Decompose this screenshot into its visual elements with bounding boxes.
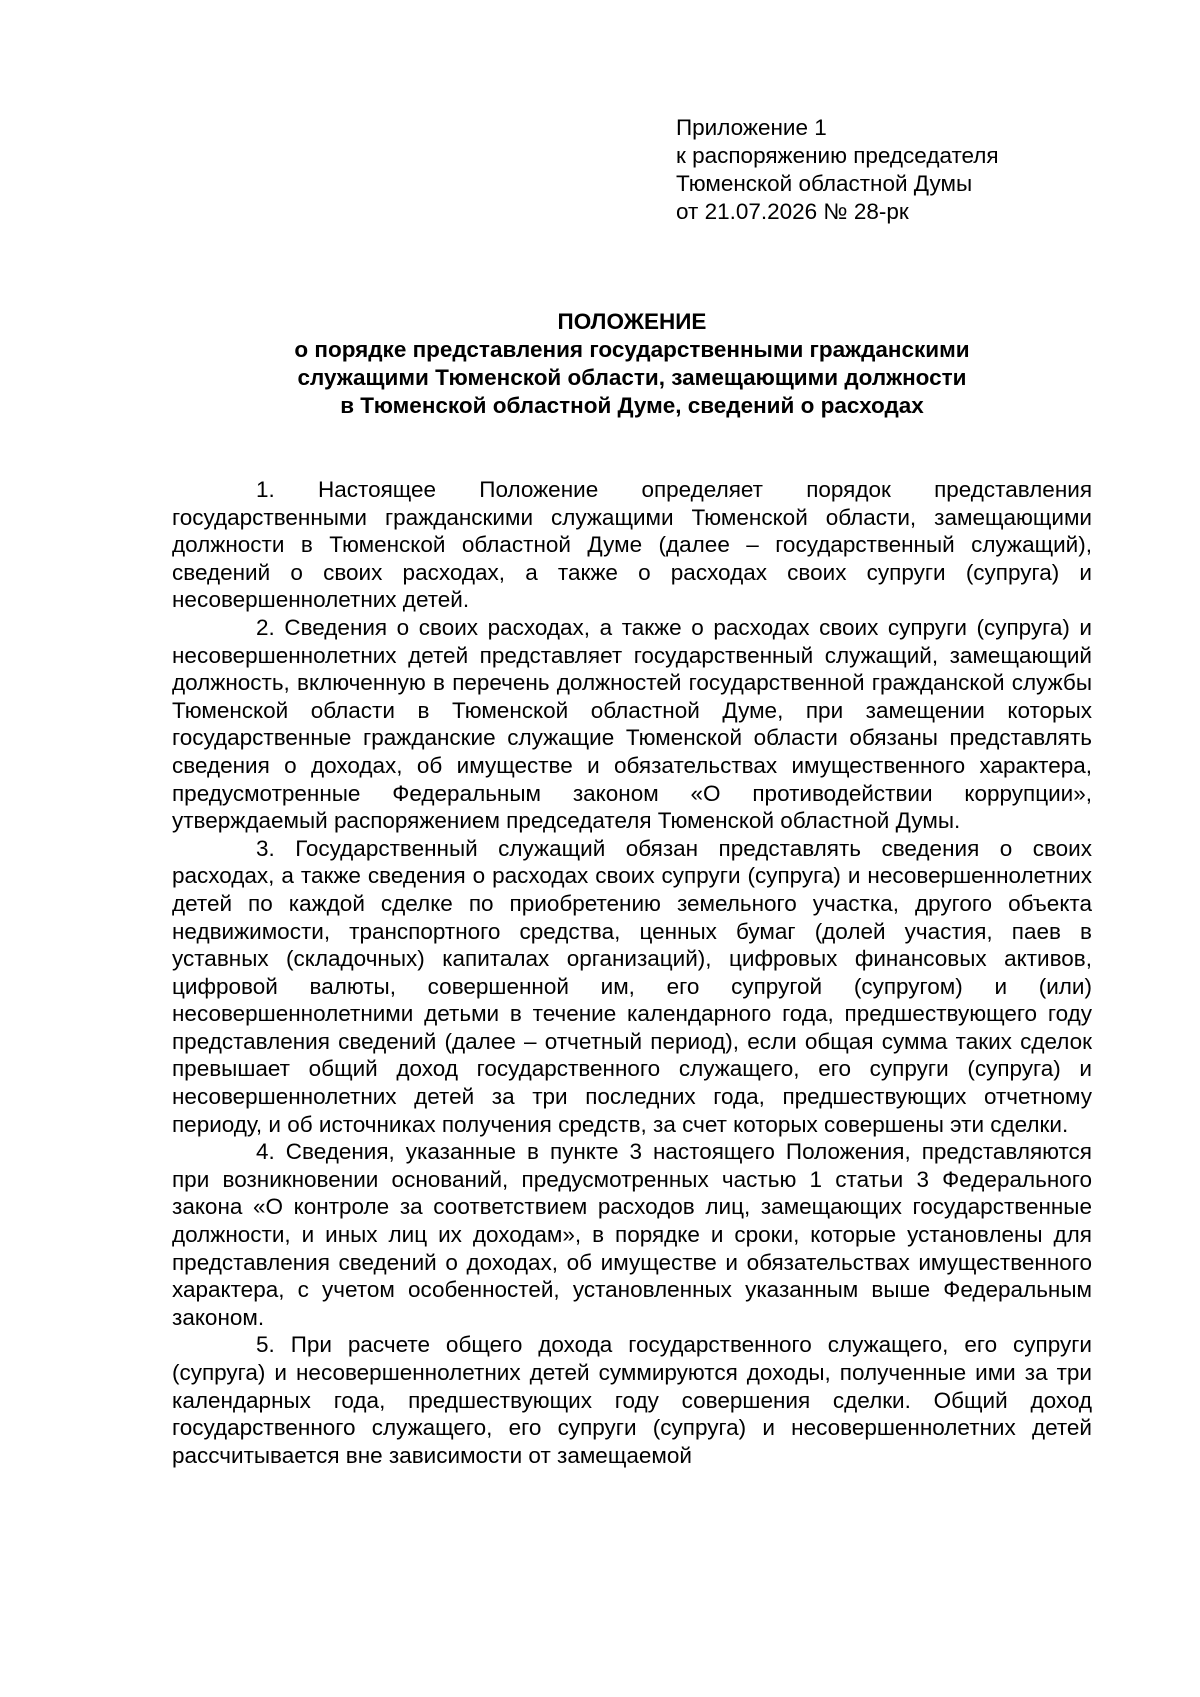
title-heading: ПОЛОЖЕНИЕ <box>557 309 707 334</box>
paragraph-2: 2. Сведения о своих расходах, а также о расходах своих супруги (супруга) и несовершеннолетних детей представляет государственный служащий, замещающий должность, включенную в перечень должностей государственной гражданской службы Тюменской области в Тюменской областной Думе, при замещении которых государственные гражданские служащие Тюменской области обязаны представлять сведения о доходах, об имуществе и обязательствах имущественного характера, предусмотренные Федеральным законом «О противодействии коррупции», утверждаемый распоряжением председателя Тюменской областной Думы. <box>172 614 1092 834</box>
paragraph-1: 1. Настоящее Положение определяет порядок представления государственными гражданскими служащими Тюменской области, замещающими должности в Тюменской областной Думе (далее – государственный служащий), сведений о своих расходах, а также о расходах своих супруги (супруга) и несовершеннолетних детей. <box>172 477 1092 613</box>
appendix-line: к распоряжению председателя <box>676 143 999 168</box>
paragraph-3: 3. Государственный служащий обязан представлять сведения о своих расходах, а также сведения о расходах своих супруги (супруга) и несовершеннолетних детей по каждой сделке по приобретению земельного участка, другого объекта недвижимости, транспортного средства, ценных бумаг (долей участия, паев в уставных (складочных) капиталах организаций), цифровых финансовых активов, цифровой валюты, совершенной им, его супругой (супругом) и (или) несовершеннолетними детьми в течение календарного года, предшествующего году представления сведений (далее – отчетный период), если общая сумма таких сделок превышает общий доход государственного служащего, его супруги (супруга) и несовершеннолетних детей за три последних года, предшествующих отчетному периоду, и об источниках получения средств, за счет которых совершены эти сделки. <box>172 835 1092 1137</box>
document-body <box>172 476 1092 1469</box>
title-subtitle-line: о порядке представления государственными гражданскими <box>294 337 970 362</box>
paragraph-5: 5. При расчете общего дохода государственного служащего, его супруги (супруга) и несовершеннолетних детей суммируются доходы, полученные ими за три календарных года, предшествующих году совершения сделки. Общий доход государственного служащего, его супруги (супруга) и несовершеннолетних детей рассчитывается вне зависимости от замещаемой <box>172 1332 1092 1468</box>
paragraph-4: 4. Сведения, указанные в пункте 3 настоящего Положения, представляются при возникновении оснований, предусмотренных частью 1 статьи 3 Федерального закона «О контроле за соответствием расходов лиц, замещающих государственные должности, и иных лиц их доходам», в порядке и сроки, которые установлены для представления сведений о доходах, об имуществе и обязательствах имущественного характера, с учетом особенностей, установленных указанным выше Федеральным законом. <box>172 1139 1092 1330</box>
title-subtitle-line: служащими Тюменской области, замещающими должности <box>297 365 967 390</box>
appendix-line: Приложение 1 <box>676 115 827 140</box>
appendix-line: от 21.07.2026 № 28-рк <box>676 199 909 224</box>
appendix-block <box>676 114 1116 226</box>
appendix-line: Тюменской областной Думы <box>676 171 973 196</box>
title-subtitle-line: в Тюменской областной Думе, сведений о расходах <box>340 393 924 418</box>
document-title <box>172 308 1092 420</box>
